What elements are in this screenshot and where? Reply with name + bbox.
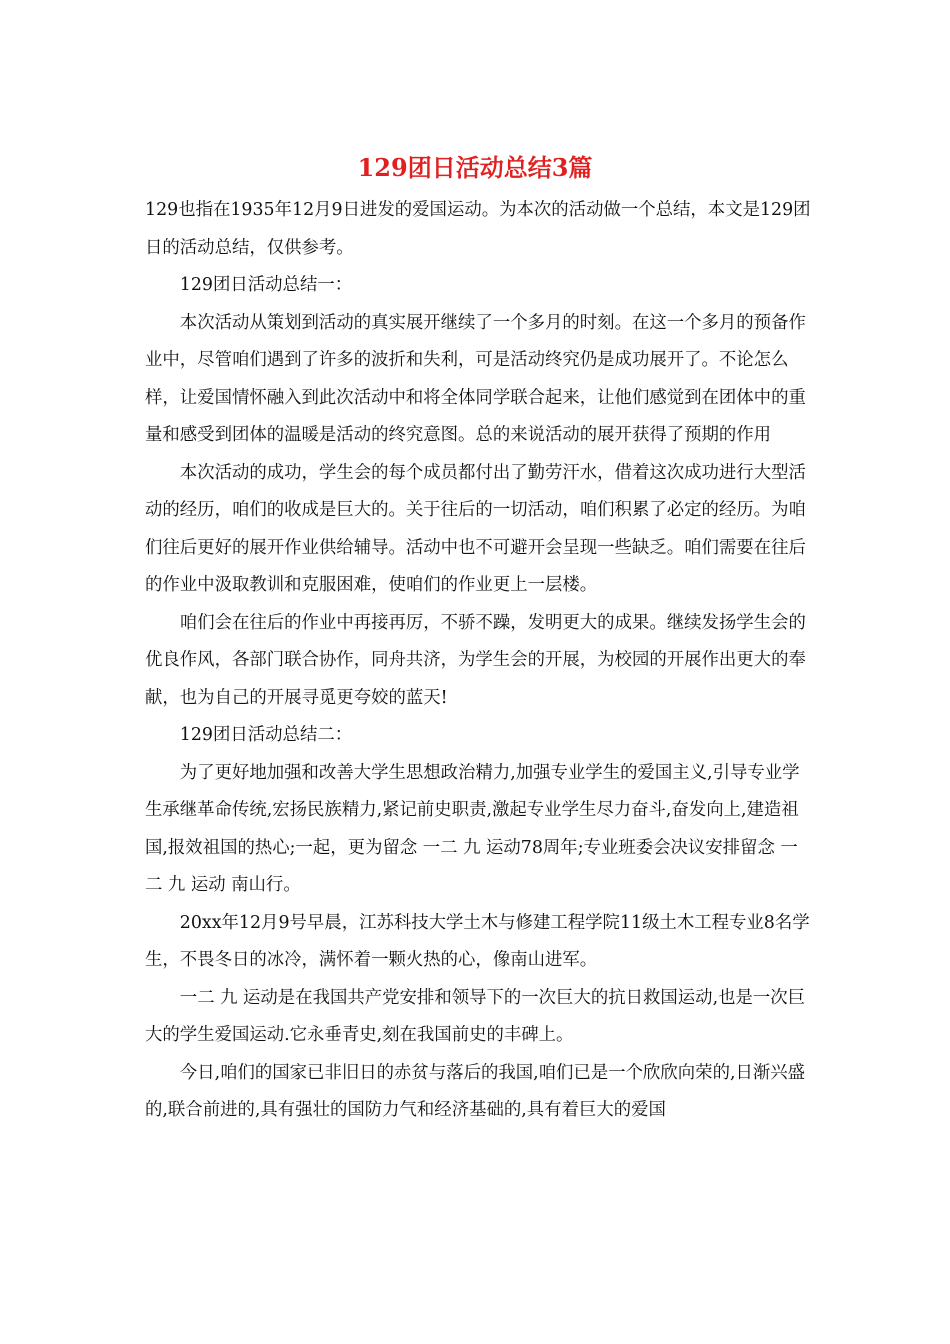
paragraph: 129也指在1935年12月9日进发的爱国运动。为本次的活动做一个总结，本文是129团日的活动总结，仅供参考。 xyxy=(145,200,811,258)
paragraph: 20xx年12月9号早晨，江苏科技大学土木与修建工程学院11级土木工程专业8名学生，不畏冬日的冰冷，满怀着一颗火热的心，像南山进军。 xyxy=(145,912,810,970)
section-heading-2: 129团日活动总结二： xyxy=(179,725,353,745)
paragraph: 咱们会在往后的作业中再接再厉，不骄不躁，发明更大的成果。继续发扬学生会的优良作风，各部门联合协作，同舟共济，为学生会的开展，为校园的开展作出更大的奉献，也为自己的开展寻觅更夸姣的蓝天! xyxy=(145,612,806,708)
paragraph: 一二 九 运动是在我国共产党安排和领导下的一次巨大的抗日救国运动,也是一次巨大的学生爱国运动.它永垂青史,刻在我国前史的丰碑上。 xyxy=(145,987,806,1045)
paragraph: 本次活动从策划到活动的真实展开继续了一个多月的时刻。在这一个多月的预备作业中，尽管咱们遇到了许多的波折和失利，可是活动终究仍是成功展开了。不论怎么样，让爱国情怀融入到此次活动中和将全体同学联合起来，让他们感觉到在团体中的重量和感受到团体的温暖是活动的终究意图。总的来说活动的展开获得了预期的作用 xyxy=(145,312,806,445)
paragraph: 本次活动的成功，学生会的每个成员都付出了勤劳汗水，借着这次成功进行大型活动的经历，咱们的收成是巨大的。关于往后的一切活动，咱们积累了必定的经历。为咱们往后更好的展开作业供给辅导。活动中也不可避开会呈现一些缺乏。咱们需要在往后的作业中汲取教训和克服困难，使咱们的作业更上一层楼。 xyxy=(145,462,806,595)
section-heading-1: 129团日活动总结一： xyxy=(179,275,353,295)
paragraph: 为了更好地加强和改善大学生思想政治精力,加强专业学生的爱国主义,引导专业学生承继革命传统,宏扬民族精力,紧记前史职责,激起专业学生尽力奋斗,奋发向上,建造祖国,报效祖国的热心;一起，更为留念 一二 九 运动78周年;专业班委会决议安排留念 一二 九 运动 南山行。 xyxy=(145,762,800,895)
document-title: 129团日活动总结3篇 xyxy=(357,153,593,182)
paragraph: 今日,咱们的国家已非旧日的赤贫与落后的我国,咱们已是一个欣欣向荣的,日渐兴盛的,联合前进的,具有强壮的国防力气和经济基础的,具有着巨大的爱国 xyxy=(145,1062,806,1120)
document-body xyxy=(145,192,813,1130)
